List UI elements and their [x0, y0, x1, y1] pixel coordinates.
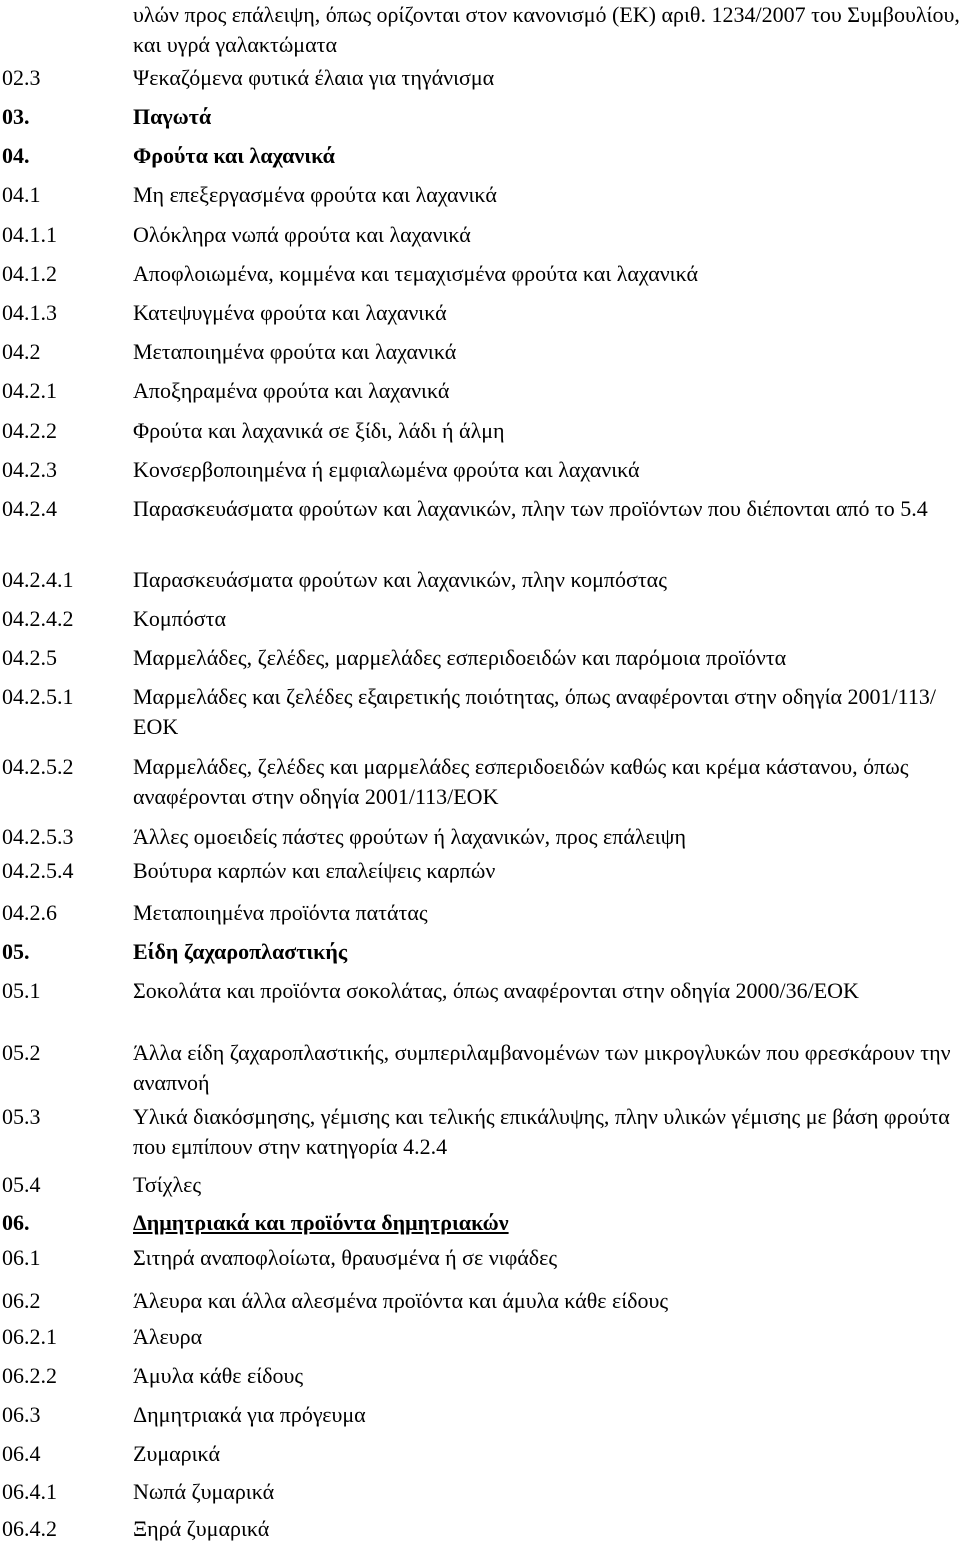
entry-text: Μαρμελάδες, ζελέδες και μαρμελάδες εσπεριδοειδών καθώς και κρέμα κάστανου, όπως αναφέρονται στην οδηγία 2001/113/ΕΟΚ — [133, 754, 909, 809]
entry-code: 05. — [2, 939, 30, 964]
entry-text: Κονσερβοποιημένα ή εμφιαλωμένα φρούτα και λαχανικά — [133, 457, 640, 482]
entry-text: Παγωτά — [133, 104, 212, 129]
entry-text: Ζυμαρικά — [133, 1441, 220, 1466]
entry-text: Μεταποιημένα προϊόντα πατάτας — [133, 900, 428, 925]
entry-code: 05.3 — [2, 1104, 41, 1129]
entry-code: 04.1.2 — [2, 261, 57, 286]
entry-code: 04.2.5.2 — [2, 754, 74, 779]
entry-text: Τσίχλες — [133, 1172, 202, 1197]
entry-code: 04.1.1 — [2, 222, 57, 247]
entry-code: 06.2 — [2, 1288, 41, 1313]
entry-code: 06.3 — [2, 1402, 41, 1427]
entry-code: 06.2.1 — [2, 1324, 57, 1349]
entry-text: Σοκολάτα και προϊόντα σοκολάτας, όπως αναφέρονται στην οδηγία 2000/36/ΕΟΚ — [133, 978, 859, 1003]
entry-code: 04.2.1 — [2, 378, 57, 403]
entry-text: Βούτυρα καρπών και επαλείψεις καρπών — [133, 858, 496, 883]
entry-code: 04. — [2, 143, 30, 168]
entry-text: Μεταποιημένα φρούτα και λαχανικά — [133, 339, 457, 364]
entry-code: 04.2.3 — [2, 457, 57, 482]
entry-code: 04.2.5.4 — [2, 858, 74, 883]
entry-text: Φρούτα και λαχανικά σε ξίδι, λάδι ή άλμη — [133, 418, 505, 443]
entry-code: 04.2.4.1 — [2, 567, 74, 592]
entry-code: 05.4 — [2, 1172, 41, 1197]
entry-text: Ξηρά ζυμαρικά — [133, 1516, 270, 1541]
entry-text: Μη επεξεργασμένα φρούτα και λαχανικά — [133, 182, 497, 207]
entry-text: Κατεψυγμένα φρούτα και λαχανικά — [133, 300, 447, 325]
entry-code: 06.1 — [2, 1245, 41, 1270]
entry-text: Δημητριακά για πρόγευμα — [133, 1402, 366, 1427]
entry-text: Δημητριακά και προϊόντα δημητριακών — [133, 1210, 509, 1235]
entry-code: 04.2.4.2 — [2, 606, 74, 631]
entry-text: Μαρμελάδες, ζελέδες, μαρμελάδες εσπεριδοειδών και παρόμοια προϊόντα — [133, 645, 787, 670]
entry-code: 05.2 — [2, 1040, 41, 1065]
entry-text: Άλλες ομοειδείς πάστες φρούτων ή λαχανικών, προς επάλειψη — [133, 824, 686, 849]
entry-code: 04.2 — [2, 339, 41, 364]
entry-text: Μαρμελάδες και ζελέδες εξαιρετικής ποιότητας, όπως αναφέρονται στην οδηγία 2001/113/ΕΟΚ — [133, 684, 936, 739]
entry-text: Ολόκληρα νωπά φρούτα και λαχανικά — [133, 222, 471, 247]
entry-text: Παρασκευάσματα φρούτων και λαχανικών, πλην κομπόστας — [133, 567, 667, 592]
entry-text: Άλευρα — [133, 1324, 203, 1349]
entry-code: 04.2.5 — [2, 645, 57, 670]
entry-text: Παρασκευάσματα φρούτων και λαχανικών, πλην των προϊόντων που διέπονται από το 5.4 — [133, 496, 928, 521]
entry-code: 04.2.4 — [2, 496, 57, 521]
entry-text: Είδη ζαχαροπλαστικής — [133, 939, 348, 964]
entry-text: Κομπόστα — [133, 606, 227, 631]
entry-text: Νωπά ζυμαρικά — [133, 1479, 275, 1504]
entry-text: Αποφλοιωμένα, κομμένα και τεμαχισμένα φρούτα και λαχανικά — [133, 261, 699, 286]
entry-text: υλών προς επάλειψη, όπως ορίζονται στον κανονισμό (ΕΚ) αριθ. 1234/2007 του Συμβουλίου, και υγρά γαλακτώματα — [133, 2, 960, 57]
entry-code: 04.2.6 — [2, 900, 57, 925]
entry-text: Σιτηρά αναποφλοίωτα, θραυσμένα ή σε νιφάδες — [133, 1245, 558, 1270]
entry-code: 03. — [2, 104, 30, 129]
entry-code: 04.2.5.3 — [2, 824, 74, 849]
entry-text: Υλικά διακόσμησης, γέμισης και τελικής επικάλυψης, πλην υλικών γέμισης με βάση φρούτα που εμπίπουν στην κατηγορία 4.2.4 — [133, 1104, 950, 1159]
entry-code: 06.4.2 — [2, 1516, 57, 1541]
entry-code: 04.1.3 — [2, 300, 57, 325]
entry-text: Φρούτα και λαχανικά — [133, 143, 335, 168]
entry-text: Ψεκαζόμενα φυτικά έλαια για τηγάνισμα — [133, 65, 495, 90]
entry-code: 02.3 — [2, 65, 41, 90]
entry-code: 04.2.2 — [2, 418, 57, 443]
entry-code: 06.4.1 — [2, 1479, 57, 1504]
entry-code: 04.1 — [2, 182, 41, 207]
entry-code: 05.1 — [2, 978, 41, 1003]
entry-text: Άλλα είδη ζαχαροπλαστικής, συμπεριλαμβανομένων των μικρογλυκών που φρεσκάρουν την αναπνοή — [133, 1040, 951, 1095]
entry-code: 06. — [2, 1210, 30, 1235]
entry-code: 04.2.5.1 — [2, 684, 74, 709]
entry-text: Αποξηραμένα φρούτα και λαχανικά — [133, 378, 450, 403]
entry-text: Άλευρα και άλλα αλεσμένα προϊόντα και άμυλα κάθε είδους — [133, 1288, 669, 1313]
entry-code: 06.2.2 — [2, 1363, 57, 1388]
entry-text: Άμυλα κάθε είδους — [133, 1363, 304, 1388]
entry-code: 06.4 — [2, 1441, 41, 1466]
